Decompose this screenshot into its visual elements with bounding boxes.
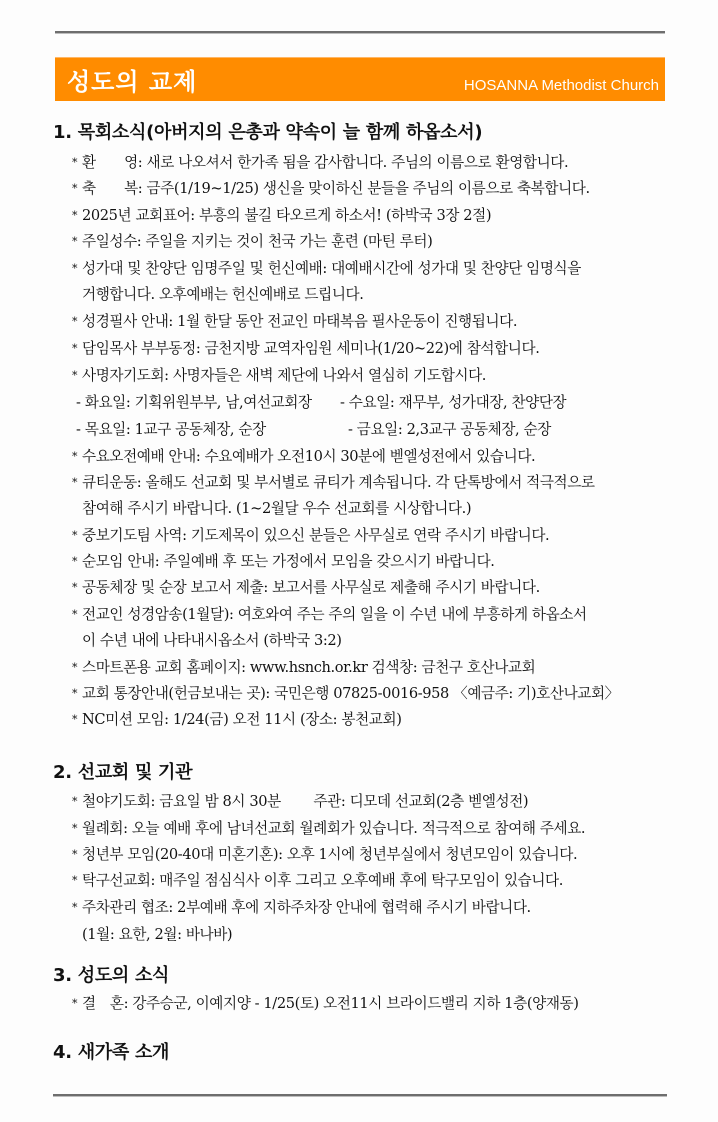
bullet-icon: * xyxy=(72,209,78,222)
list-item: * 담임목사 부부동정: 금천지방 교역자임원 세미나(1/20~22)에 참석합니다. xyxy=(72,340,540,357)
bullet-icon: * xyxy=(72,713,78,726)
schedule-friday: - 금요일: 2,3교구 공동체장, 순장 xyxy=(348,421,551,438)
schedule-wednesday: - 수요일: 재무부, 성가대장, 찬양단장 xyxy=(340,394,567,411)
list-item: * 순모임 안내: 주일예배 후 또는 가정에서 모임을 갖으시기 바랍니다. xyxy=(72,553,495,570)
list-item: * 전교인 성경암송(1월달): 여호와여 주는 주의 일을 이 수년 내에 부흥하게 하옵소서 xyxy=(72,606,587,623)
section-heading-3: 3. 성도의 소식 xyxy=(53,965,170,986)
church-name: HOSANNA Methodist Church xyxy=(463,77,659,94)
bullet-icon: * xyxy=(72,997,78,1010)
list-item: * 청년부 모임(20-40대 미혼기혼): 오후 1시에 청년부실에서 청년모임이 있습니다. xyxy=(72,846,578,863)
bullet-icon: * xyxy=(72,369,78,382)
list-item: * 큐티운동: 올해도 선교회 및 부서별로 큐티가 계속됩니다. 각 단톡방에서 적극적으로 xyxy=(72,474,595,491)
bullet-icon: * xyxy=(72,529,78,542)
list-item: * 중보기도팀 사역: 기도제목이 있으신 분들은 사무실로 연락 주시기 바랍니다. xyxy=(72,527,550,544)
list-item-continuation: (1월: 요한, 2월: 바나바) xyxy=(82,926,233,943)
schedule-tuesday: - 화요일: 기획위원부부, 남,여선교회장 xyxy=(76,394,312,411)
section-heading-2: 2. 선교회 및 기관 xyxy=(53,762,193,783)
page-header-banner xyxy=(55,57,665,101)
bullet-icon: * xyxy=(72,874,78,887)
list-item: * 주일성수: 주일을 지키는 것이 천국 가는 훈련 (마틴 루터) xyxy=(72,233,433,250)
list-item: * 성경필사 안내: 1월 한달 동안 전교인 마태복음 필사운동이 진행됩니다. xyxy=(72,313,518,330)
list-item: * 사명자기도회: 사명자들은 새벽 제단에 나와서 열심히 기도합시다. xyxy=(72,367,487,384)
list-item: * 축 복: 금주(1/19~1/25) 생신을 맞이하신 분들을 주님의 이름으로 축복합니다. xyxy=(72,180,590,197)
list-item: * 철야기도회: 금요일 밤 8시 30분 주관: 디모데 선교회(2층 벧엘성전) xyxy=(72,793,529,810)
bullet-icon: * xyxy=(72,315,78,328)
list-item: * 성가대 및 찬양단 임명주일 및 헌신예배: 대예배시간에 성가대 및 찬양단 임명식을 xyxy=(72,260,581,277)
section-heading-1: 1. 목회소식(아버지의 은총과 약속이 늘 함께 하옵소서) xyxy=(53,122,483,143)
list-item-continuation: 참여해 주시기 바랍니다. (1~2월달 우수 선교회를 시상합니다.) xyxy=(82,500,472,517)
bullet-icon: * xyxy=(72,476,78,489)
bullet-icon: * xyxy=(72,848,78,861)
bullet-icon: * xyxy=(72,795,78,808)
bullet-icon: * xyxy=(72,182,78,195)
bullet-icon: * xyxy=(72,581,78,594)
schedule-thursday: - 목요일: 1교구 공동체장, 순장 xyxy=(76,421,266,438)
list-item: * 주차관리 협조: 2부예배 후에 지하주차장 안내에 협력해 주시기 바랍니다. xyxy=(72,899,531,916)
bullet-icon: * xyxy=(72,687,78,700)
top-divider xyxy=(55,31,665,34)
bullet-icon: * xyxy=(72,156,78,169)
list-item: * 공동체장 및 순장 보고서 제출: 보고서를 사무실로 제출해 주시기 바랍니다. xyxy=(72,579,540,596)
list-item-continuation: 거행합니다. 오후예배는 헌신예배로 드립니다. xyxy=(82,286,364,303)
bullet-icon: * xyxy=(72,608,78,621)
list-item: * NC미션 모임: 1/24(금) 오전 11시 (장소: 봉천교회) xyxy=(72,711,402,728)
page-title: 성도의 교제 xyxy=(67,68,198,96)
list-item: * 스마트폰용 교회 홈페이지: www.hsnch.or.kr 검색창: 금천구 호산나교회 xyxy=(72,659,536,676)
bullet-icon: * xyxy=(72,901,78,914)
list-item: * 수요오전예배 안내: 수요예배가 오전10시 30분에 벧엘성전에서 있습니다. xyxy=(72,448,536,465)
list-item: * 탁구선교회: 매주일 점심식사 이후 그리고 오후예배 후에 탁구모임이 있습니다. xyxy=(72,872,563,889)
section-heading-4: 4. 새가족 소개 xyxy=(53,1042,170,1063)
bullet-icon: * xyxy=(72,342,78,355)
bullet-icon: * xyxy=(72,235,78,248)
bullet-icon: * xyxy=(72,450,78,463)
list-item: * 교회 통장안내(헌금보내는 곳): 국민은행 07825-0016-958 〈예금주: 기)호산나교회〉 xyxy=(72,685,619,702)
list-item: * 월례회: 오늘 예배 후에 남녀선교회 월례회가 있습니다. 적극적으로 참여해 주세요. xyxy=(72,820,586,837)
list-item: * 2025년 교회표어: 부흥의 불길 타오르게 하소서! (하박국 3장 2절) xyxy=(72,207,492,224)
bullet-icon: * xyxy=(72,555,78,568)
list-item: * 환 영: 새로 나오셔서 한가족 됨을 감사합니다. 주님의 이름으로 환영합니다. xyxy=(72,154,569,171)
bullet-icon: * xyxy=(72,262,78,275)
list-item-continuation: 이 수년 내에 나타내시옵소서 (하박국 3:2) xyxy=(82,632,342,649)
bullet-icon: * xyxy=(72,822,78,835)
bullet-icon: * xyxy=(72,661,78,674)
bottom-divider xyxy=(53,1094,667,1097)
list-item: * 결 혼: 강주승군, 이예지양 - 1/25(토) 오전11시 브라이드밸리 지하 1층(양재동) xyxy=(72,995,579,1012)
